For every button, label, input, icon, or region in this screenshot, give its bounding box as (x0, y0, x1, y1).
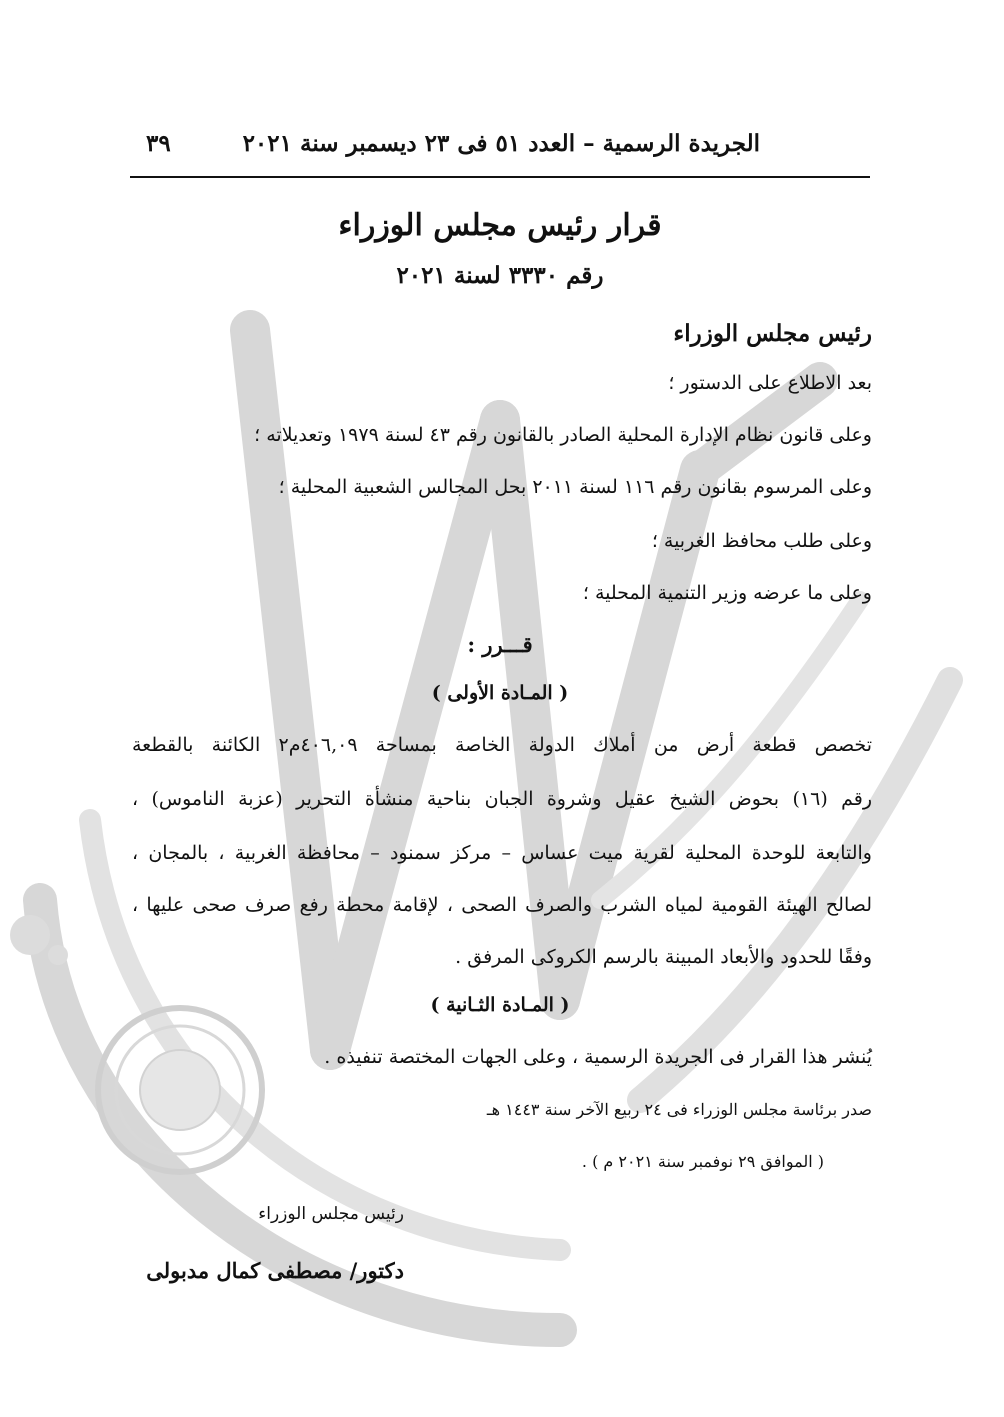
decided-heading: قـــرر : (467, 632, 533, 657)
preamble-line: وعلى طلب محافظ الغربية ؛ (651, 530, 872, 552)
article-1-line: تخصص قطعة أرض من أملاك الدولة الخاصة بمساحة ٤٠٦,٠٩م٢ الكائنة بالقطعة (132, 734, 872, 756)
page-number: ٣٩ (146, 130, 171, 157)
preamble-line: وعلى قانون نظام الإدارة المحلية الصادر بالقانون رقم ٤٣ لسنة ١٩٧٩ وتعديلاته ؛ (254, 424, 872, 446)
decree-number: رقم ٣٣٣٠ لسنة ٢٠٢١ (396, 262, 604, 289)
article-1-heading: ( المـادة الأولى ) (431, 682, 569, 704)
corresponding-date: ( الموافق ٢٩ نوفمبر سنة ٢٠٢١ م ) . (581, 1152, 824, 1171)
signature-title: رئيس مجلس الوزراء (258, 1204, 404, 1224)
preamble-line: وعلى المرسوم بقانون رقم ١١٦ لسنة ٢٠١١ بحل المجالس الشعبية المحلية ؛ (278, 476, 872, 498)
header-divider (130, 176, 870, 178)
article-1-line: وفقًا للحدود والأبعاد المبينة بالرسم الكروكى المرفق . (455, 946, 872, 968)
article-1-line: والتابعة للوحدة المحلية لقرية ميت عساس – مركز سمنود – محافظة الغربية ، بالمجان ، (132, 842, 872, 864)
article-2-text: يُنشر هذا القرار فى الجريدة الرسمية ، وعلى الجهات المختصة تنفيذه . (324, 1046, 872, 1068)
signature-name: دكتور/ مصطفى كمال مدبولى (146, 1258, 404, 1283)
preamble-line: بعد الاطلاع على الدستور ؛ (668, 372, 872, 394)
article-1-line: لصالح الهيئة القومية لمياه الشرب والصرف الصحى ، لإقامة محطة رفع صرف صحى عليها ، (132, 894, 872, 916)
article-1-line: رقم (١٦) بحوض الشيخ عقيل وشروة الجبان بناحية منشأة التحرير (عزبة الناموس) ، (132, 788, 873, 810)
page-header (130, 126, 870, 172)
decree-title: قرار رئيس مجلس الوزراء (338, 208, 662, 243)
issued-date: صدر برئاسة مجلس الوزراء فى ٢٤ ربيع الآخر سنة ١٤٤٣ هـ (486, 1100, 872, 1119)
article-2-heading: ( المـادة الثـانية ) (430, 994, 570, 1016)
preamble-line: وعلى ما عرضه وزير التنمية المحلية ؛ (582, 582, 872, 604)
gazette-header-title: الجريدة الرسمية – العدد ٥١ فى ٢٣ ديسمبر سنة ٢٠٢١ (242, 130, 760, 157)
decree-issuer: رئيس مجلس الوزراء (673, 320, 872, 347)
